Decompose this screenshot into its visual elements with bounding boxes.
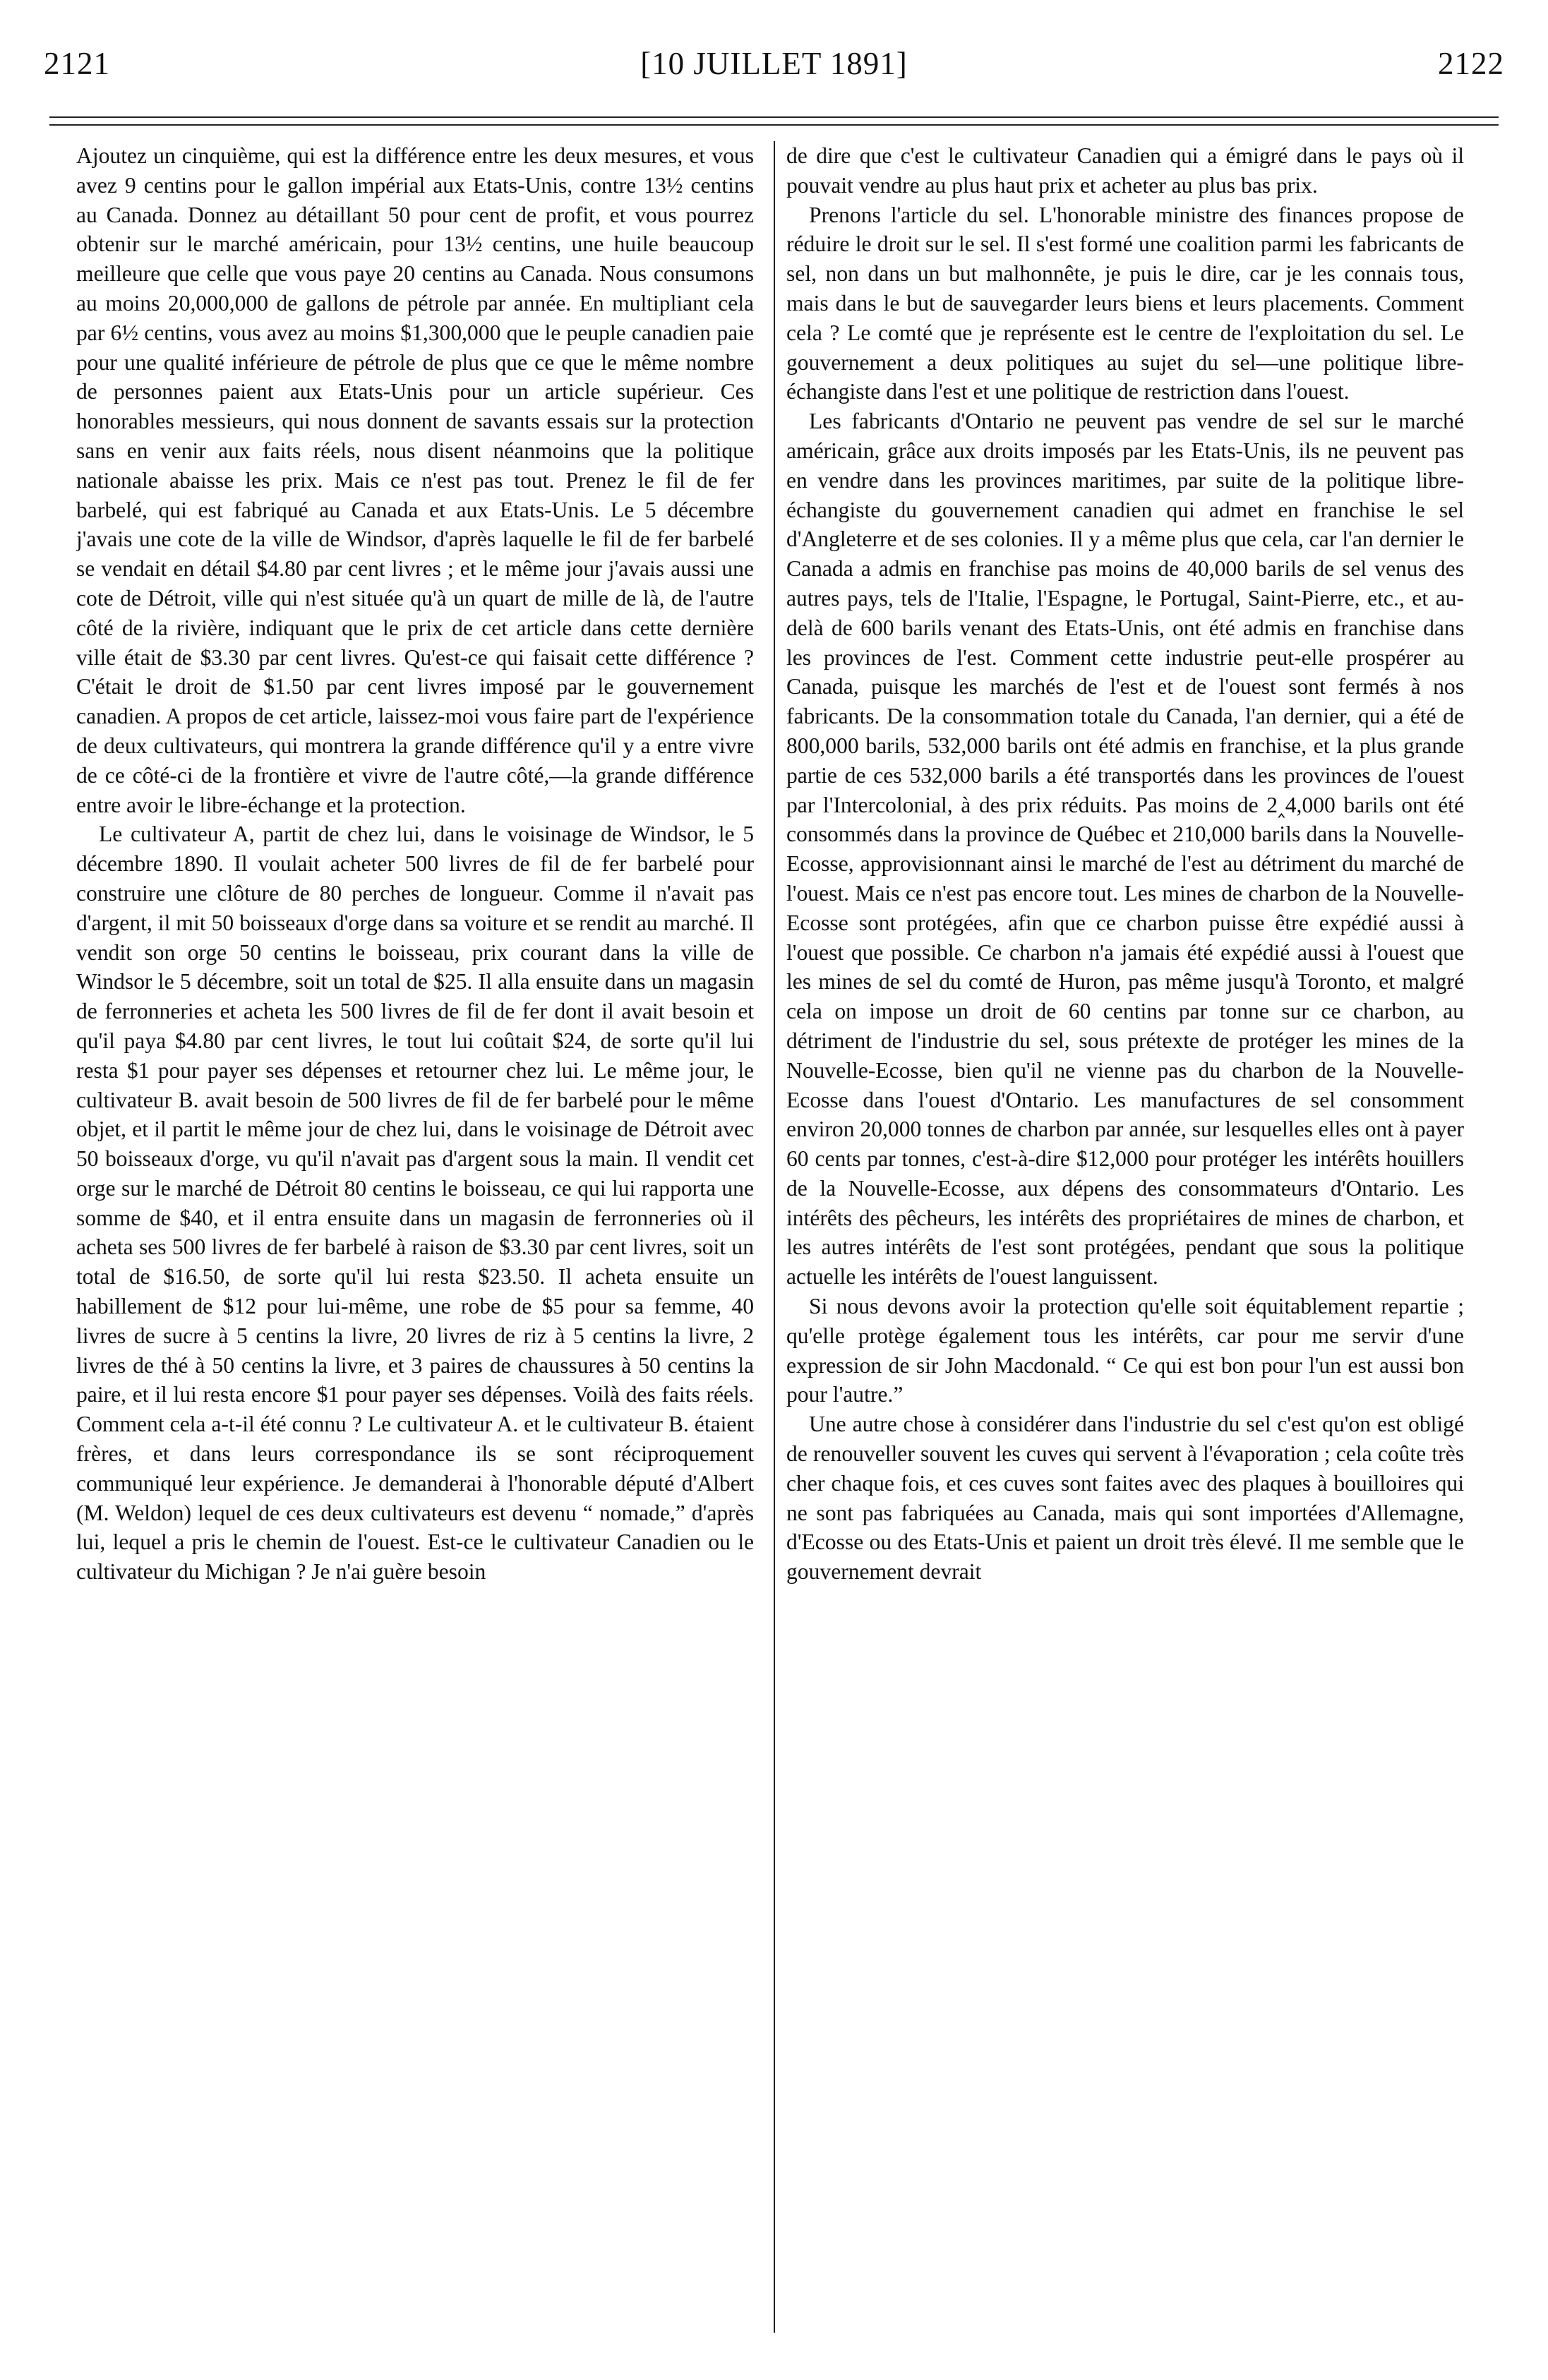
page-number-right: 2122 [1438, 46, 1504, 81]
paragraph: Si nous devons avoir la protection qu'elle soit équitablement repartie ; qu'elle protège également tous les intérêts, car pour me servir d'une expression de sir John Macdonald. “ Ce qui est bon pour l'un est aussi bon pour l'autre.” [786, 1294, 1464, 1407]
page-header [44, 45, 1504, 95]
paragraph: Ajoutez un cinquième, qui est la différence entre les deux mesures, et vous avez 9 centins pour le gallon impérial aux Etats-Unis, contre 13½ centins au Canada. Donnez au détaillant 50 pour cent de profit, et vous pourrez obtenir sur le marché américain, pour 13½ centins, une huile beaucoup meilleure que celle que vous paye 20 centins au Canada. Nous consumons au moins 20,000,000 de gallons de pétrole par année. En multipliant cela par 6½ centins, vous avez au moins $1,300,000 que le peuple canadien paie pour une qualité inférieure de pétrole de plus que ce que le même nombre de personnes paient aux Etats-Unis pour un article supérieur. Ces honorables messieurs, qui nous donnent de savants essais sur la protection sans en venir aux faits réels, nous disent néanmoins que la politique nationale abaisse les prix. Mais ce n'est pas tout. Prenez le fil de fer barbelé, qui est fabriqué au Canada et aux Etats-Unis. Le 5 décembre j'avais une cote de la ville de Windsor, d'après laquelle le fil de fer barbelé se vendait en détail $4.80 par cent livres ; et le même jour j'avais aussi une cote de Détroit, ville qui n'est située qu'à un quart de mille de là, de l'autre côté de la rivière, indiquant que le prix de cet article dans cette dernière ville était de $3.30 par cent livres. Qu'est-ce qui faisait cette différence ? C'était le droit de $1.50 par cent livres imposé par le gouvernement canadien. A propos de cet article, laissez-moi vous faire part de l'expérience de deux cultivateurs, qui montrera la grande différence qu'il y a entre vivre de ce côté-ci de la frontière et vivre de l'autre côté,—la grande différence entre avoir le libre-échange et la protection. [76, 143, 754, 817]
paragraph: Les fabricants d'Ontario ne peuvent pas vendre de sel sur le marché américain, grâce aux droits imposés par les Etats-Unis, ils ne peuvent pas en vendre dans les provinces maritimes, par suite de la politique libre-échangiste du gouvernement canadien qui admet en franchise le sel d'Angleterre et de ses colonies. Il y a même plus que cela, car l'an dernier le Canada a admis en franchise pas moins de 40,000 barils de sel venus des autres pays, tels de l'Italie, l'Espagne, le Portugal, Saint-Pierre, etc., et au-delà de 600 barils venant des Etats-Unis, ont été admis en franchise dans les provinces de l'est. Comment cette industrie peut-elle prospérer au Canada, puisque les marchés de l'est et de l'ouest sont fermés à nos fabricants. De la consommation totale du Canada, l'an dernier, qui a été de 800,000 barils, 532,000 barils ont été admis en franchise, et la plus grande partie de ces 532,000 barils a été transportés dans les provinces de l'ouest par l'Intercolonial, à des prix réduits. Pas moins de 2‸4,000 barils ont été consommés dans la province de Québec et 210,000 barils dans la Nouvelle-Ecosse, approvisionnant ainsi le marché de l'est au détriment du marché de l'ouest. Mais ce n'est pas encore tout. Les mines de charbon de la Nouvelle-Ecosse sont protégées, afin que ce charbon puisse être expédié aussi à l'ouest que possible. Ce charbon n'a jamais été expédié aussi à l'ouest que les mines de sel du comté de Huron, pas même jusqu'à Toronto, et malgré cela on impose un droit de 60 centins par tonne sur ce charbon, au détriment de l'industrie du sel, sous prétexte de protéger les mines de la Nouvelle-Ecosse, bien qu'il ne vienne pas du charbon de la Nouvelle-Ecosse dans l'ouest d'Ontario. Les manufactures de sel consomment environ 20,000 tonnes de charbon par année, sur lesquelles elles ont à payer 60 cents par tonnes, c'est-à-dire $12,000 pour protéger les intérêts houillers de la Nouvelle-Ecosse, aux dépens des consommateurs d'Ontario. Les intérêts des pêcheurs, les intérêts des propriétaires de mines de charbon, et les autres intérêts de l'est sont protégées, pendant que sous la politique actuelle les intérêts de l'ouest languissent. [786, 409, 1464, 1290]
paragraph: Le cultivateur A, partit de chez lui, dans le voisinage de Windsor, le 5 décembre 1890. Il voulait acheter 500 livres de fil de fer barbelé pour construire une clôture de 80 perches de longueur. Comme il n'avait pas d'argent, il mit 50 boisseaux d'orge dans sa voiture et se rendit au marché. Il vendit son orge 50 centins le boisseau, prix courant dans la ville de Windsor le 5 décembre, soit un total de $25. Il alla ensuite dans un magasin de ferronneries et acheta les 500 livres de fil de fer dont il avait besoin et qu'il paya $4.80 par cent livres, le tout lui coûtait $24, de sorte qu'il lui resta $1 pour payer ses dépenses et retourner chez lui. Le même jour, le cultivateur B. avait besoin de 500 livres de fil de fer barbelé pour le même objet, et il partit le même jour de chez lui, dans le voisinage de Détroit avec 50 boisseaux d'orge, vu qu'il n'avait pas d'argent sous la main. Il vendit cet orge sur le marché de Détroit 80 centins le boisseau, ce qui lui rapporta une somme de $40, et il entra ensuite dans un magasin de ferronneries où il acheta ses 500 livres de fer barbelé à raison de $3.30 par cent livres, soit un total de $16.50, de sorte qu'il lui resta $23.50. Il acheta ensuite un habillement de $12 pour lui-même, une robe de $5 pour sa femme, 40 livres de sucre à 5 centins la livre, 20 livres de riz à 5 centins la livre, 2 livres de thé à 50 centins la livre, et 3 paires de chaussures à 50 centins la paire, et il lui resta encore $1 pour payer ses dépenses. Voilà des faits réels. Comment cela a-t-il été connu ? Le cultivateur A. et le cultivateur B. étaient frères, et dans leurs correspondance ils se sont réciproquement communiqué leur expérience. Je demanderai à l'honorable député d'Albert (M. Weldon) lequel de ces deux cultivateurs est devenu “ nomade,” d'après lui, lequel a pris le chemin de l'ouest. Est-ce le cultivateur Canadien ou le cultivateur du Michigan ? Je n'ai guère besoin [76, 822, 754, 1585]
right-column [786, 141, 1464, 2336]
left-column [76, 141, 754, 2336]
paragraph: Prenons l'article du sel. L'honorable ministre des finances propose de réduire le droit sur le sel. Il s'est formé une coalition parmi les fabricants de sel, non dans un but malhonnête, je puis le dire, car je les connais tous, mais dans le but de sauvegarder leurs biens et leurs placements. Comment cela ? Le comté que je représente est le centre de l'exploitation du sel. Le gouvernement a deux politiques au sujet du sel—une politique libre-échangiste dans l'est et une politique de restriction dans l'ouest. [786, 202, 1464, 404]
paragraph: de dire que c'est le cultivateur Canadien qui a émigré dans le pays où il pouvait vendre au plus haut prix et acheter au plus bas prix. [786, 143, 1464, 198]
header-rule-bottom [49, 124, 1499, 126]
header-rule-top [49, 116, 1499, 118]
paragraph: Une autre chose à considérer dans l'industrie du sel c'est qu'on est obligé de renouveller souvent les cuves qui servent à l'évaporation ; cela coûte très cher chaque fois, et ces cuves sont faites avec des plaques à bouilloires qui ne sont pas fabriquées au Canada, mais qui sont importées d'Allemagne, d'Ecosse ou des Etats-Unis et paient un droit très élevé. Il me semble que le gouvernement devrait [786, 1412, 1464, 1585]
page-date: [10 JUILLET 1891] [640, 46, 908, 81]
column-divider [774, 141, 775, 2333]
page-number-left: 2121 [44, 46, 110, 81]
